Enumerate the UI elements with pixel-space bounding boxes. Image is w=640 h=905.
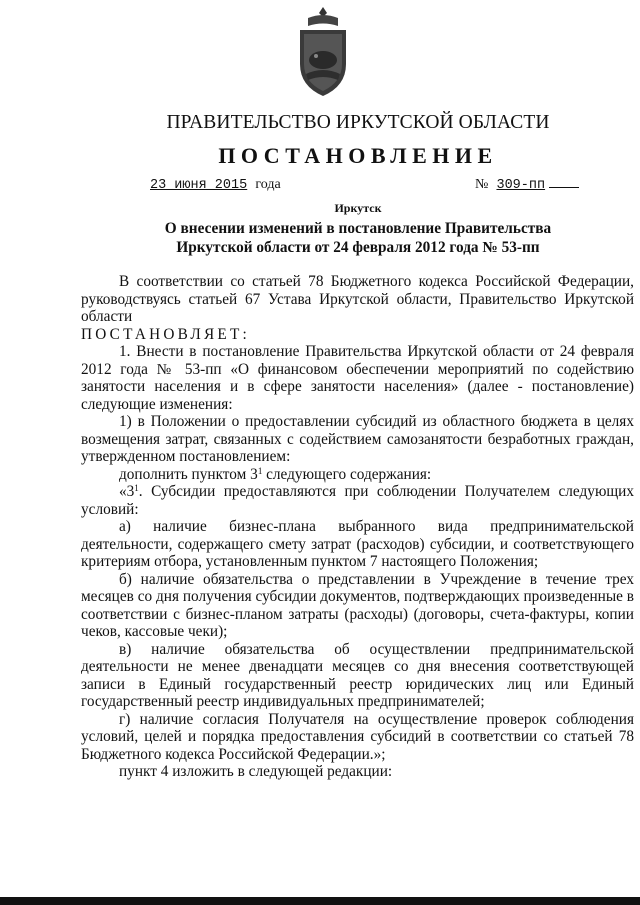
paragraph-1: 1. Внести в постановление Правительства Иркутской области от 24 февраля 2012 года № 53-пп «О финансовом обеспечении мероприятий по содействию занятости населения и в сфере занятости населения» (далее - постановление) следующие изменения:: [81, 343, 634, 413]
number-sign: №: [475, 177, 489, 192]
document-type: ПОСТАНОВЛЕНИЕ: [218, 143, 498, 168]
item-a: а) наличие бизнес-плана выбранного вида предпринимательской деятельности, содержащего смету затрат (расходов) субсидии, и соответствующего критериям отбора, установленным пунктом 7 настоящего Положения;: [81, 518, 634, 570]
document-heading: [80, 219, 636, 257]
city-name: Иркутск: [334, 201, 382, 215]
scan-bottom-border: [0, 897, 640, 905]
date-suffix: года: [255, 177, 281, 192]
paragraph-4: [81, 483, 634, 518]
document-date: [150, 177, 281, 193]
document-number: [475, 177, 579, 193]
item-v: в) наличие обязательства об осуществлении предпринимательской деятельности не менее двенадцати месяцев со дня внесения соответствующей записи в Единый государственный реестр юридических лиц или Единый государственный реестр индивидуальных предпринимателей;: [81, 640, 634, 710]
paragraph-3-superscript: 1: [257, 465, 263, 476]
item-g: г) наличие согласия Получателя на осуществление проверок соблюдения условий, целей и порядка предоставления субсидий в соответствии со статьей 78 Бюджетного кодекса Российской Федерации.»;: [81, 710, 634, 763]
paragraph-last: пункт 4 изложить в следующей редакции:: [119, 763, 393, 780]
paragraph-4-superscript: 1: [134, 483, 139, 493]
paragraph-4-text: «3: [119, 483, 135, 500]
preamble-paragraph: В соответствии со статьей 78 Бюджетного кодекса Российской Федерации, руководствуясь статьей 67 Устава Иркутской области, Правительство Иркутской области: [81, 273, 634, 325]
paragraph-3-text-end: следующего содержания:: [262, 465, 432, 483]
government-title: ПРАВИТЕЛЬСТВО ИРКУТСКОЙ ОБЛАСТИ: [166, 112, 550, 133]
coat-of-arms-icon: [294, 4, 352, 100]
decree-word: ПОСТАНОВЛЯЕТ:: [81, 325, 250, 343]
paragraph-4-text-end: . Субсидии предоставляются при соблюдении Получателем следующих условий:: [81, 483, 634, 518]
paragraph-3-text: дополнить пунктом 3: [119, 465, 258, 483]
date-value: 23 июня 2015: [150, 178, 248, 193]
heading-line-1: О внесении изменений в постановление Правительства: [164, 220, 552, 237]
item-b: б) наличие обязательства о представлении в Учреждение в течение трех месяцев со дня получения субсидии документов, подтверждающих произведенные в соответствии с бизнес-планом затраты (расходы) (договоры, счета-фактуры, копии чеков, кассовые чеки);: [81, 570, 634, 640]
heading-line-2: Иркутской области от 24 февраля 2012 года № 53-пп: [176, 239, 540, 256]
paragraph-3: [81, 466, 634, 484]
document-body: [81, 273, 634, 781]
number-underline: [549, 187, 579, 188]
paragraph-2: 1) в Положении о предоставлении субсидий из областного бюджета в целях возмещения затрат, связанных с содействием самозанятости безработных граждан, утвержденном постановлением:: [81, 413, 634, 465]
number-value: 309-пп: [496, 178, 546, 193]
